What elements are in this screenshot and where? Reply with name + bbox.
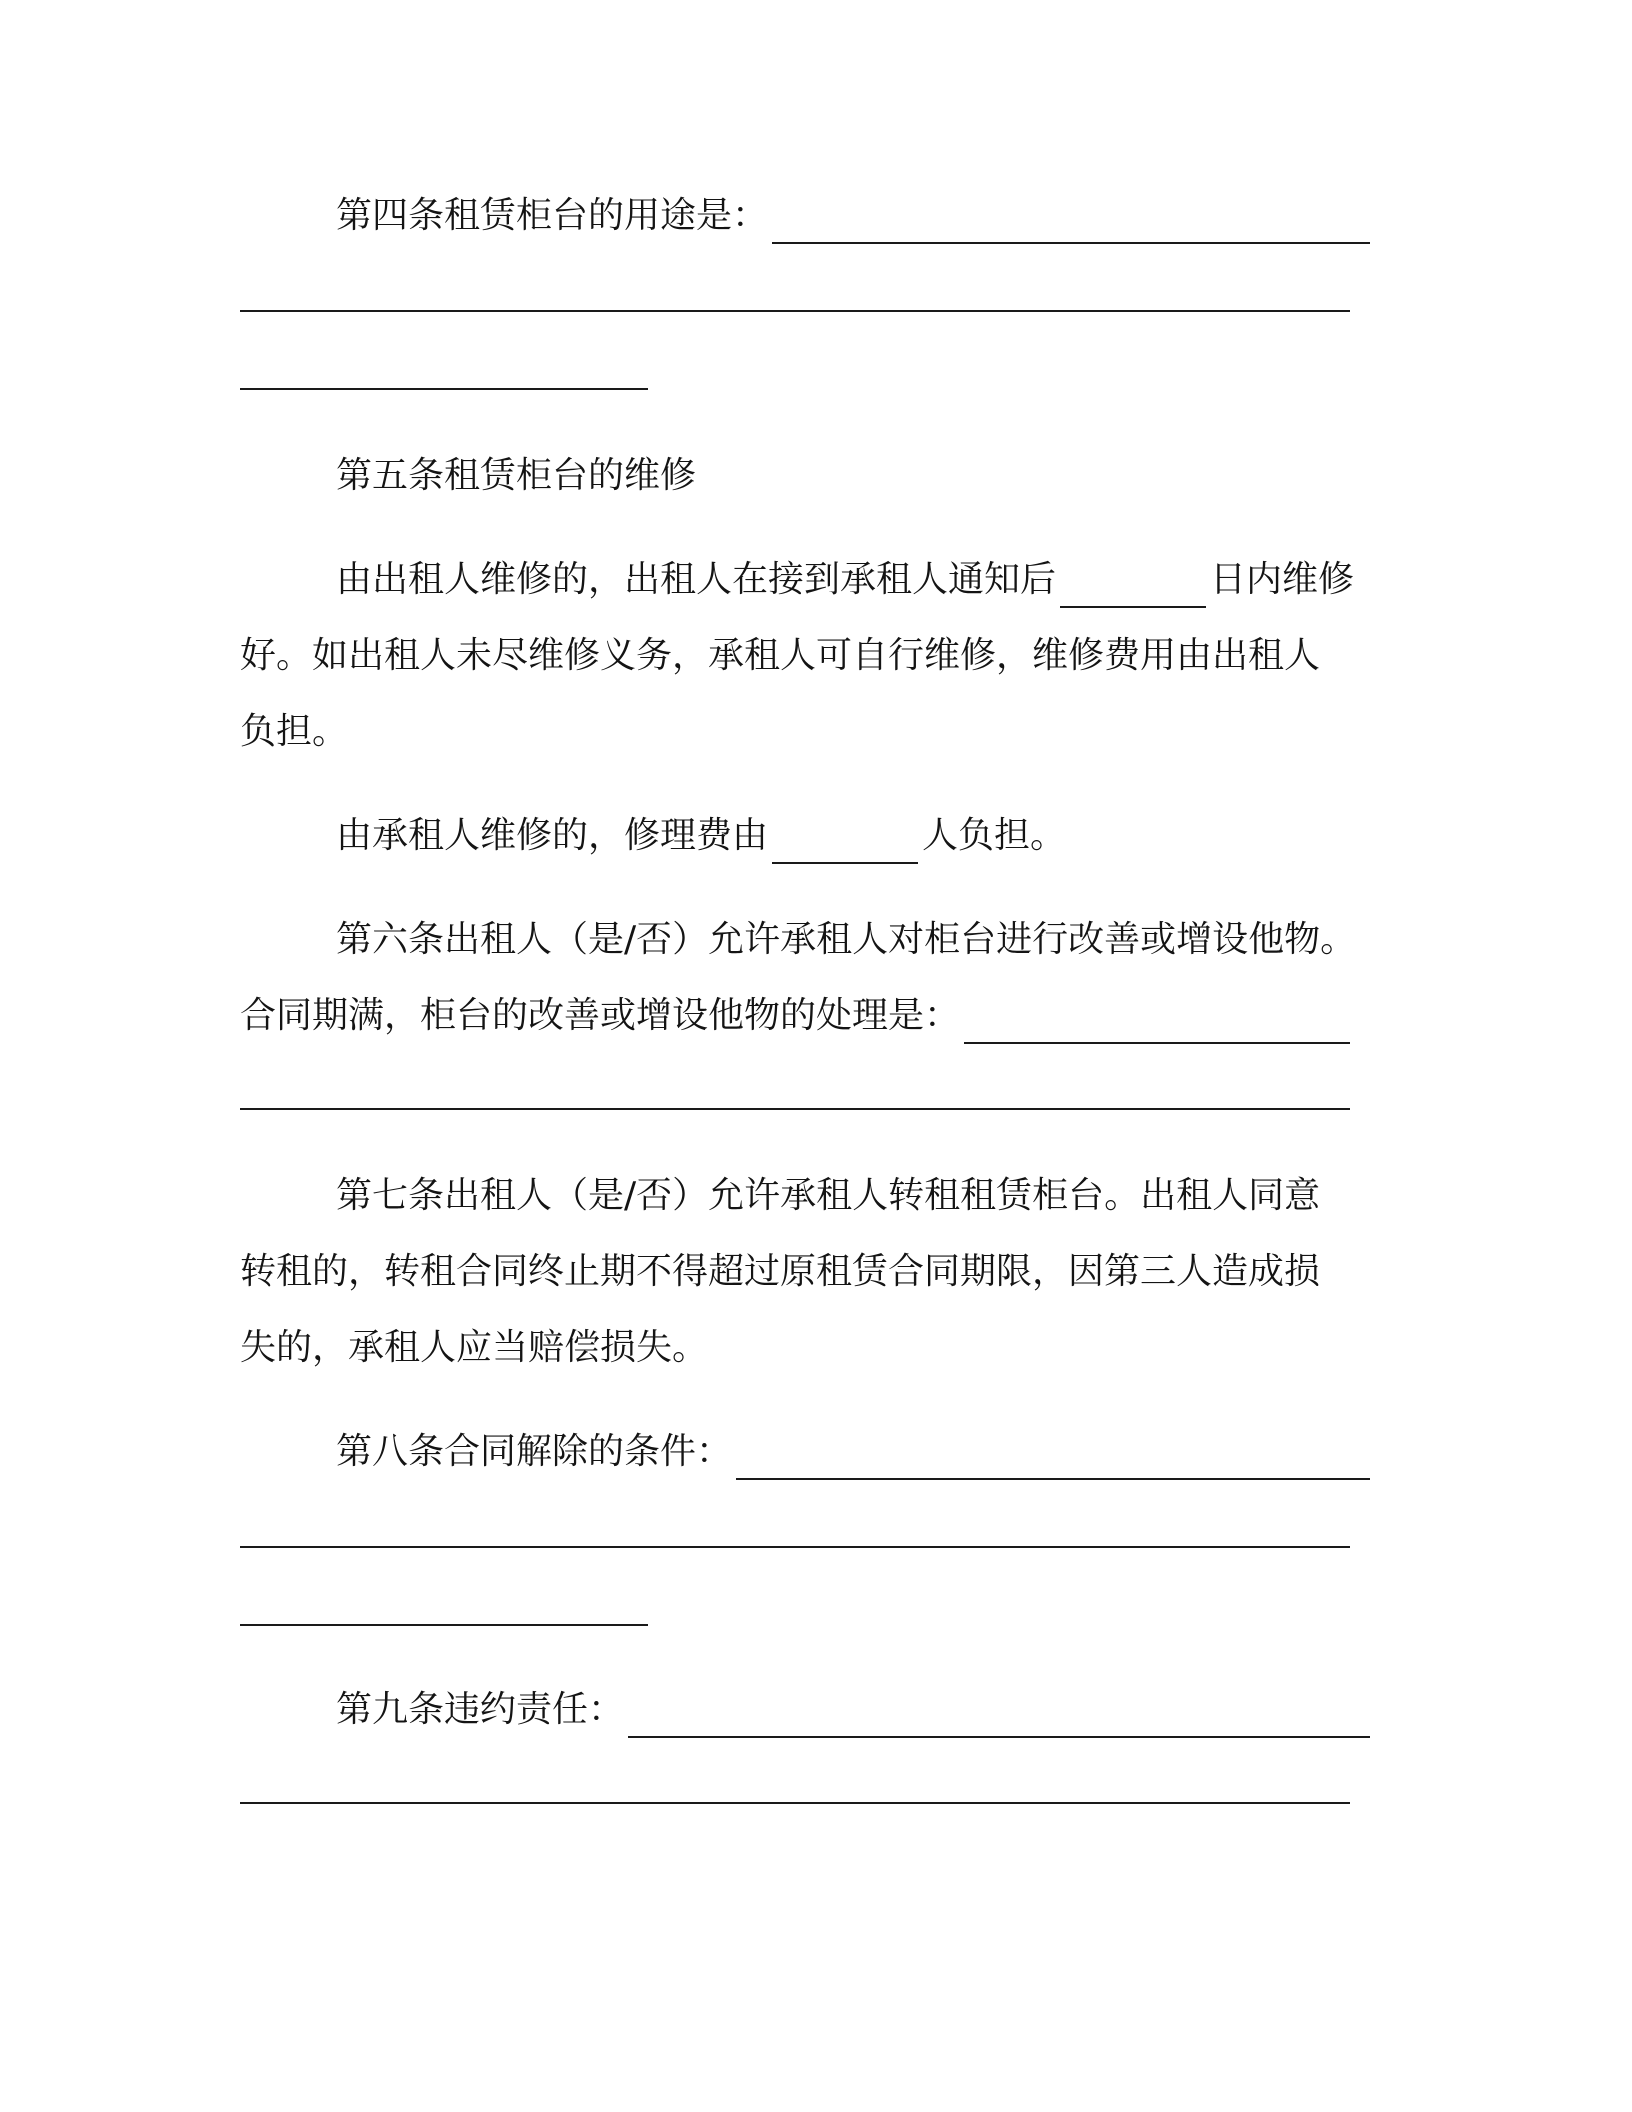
clause-5-p1-line2-text: 好。如出租人未尽维修义务，承租人可自行维修，维修费用由出租人 bbox=[240, 635, 1321, 676]
clause-6-line1-text: 第六条出租人（是/否）允许承租人对柜台进行改善或增设他物。 bbox=[336, 919, 1357, 960]
clause-5-p1-text-end: 日内维修 bbox=[1210, 559, 1355, 600]
clause-6-line2-text: 合同期满，柜台的改善或增设他物的处理是： bbox=[240, 995, 961, 1036]
clause-6-blank-line-2[interactable] bbox=[240, 1108, 1350, 1110]
clause-7-line3-text: 失的，承租人应当赔偿损失。 bbox=[240, 1327, 709, 1368]
clause-9-blank[interactable] bbox=[628, 1692, 1370, 1738]
clause-8-title: 第八条合同解除的条件： bbox=[336, 1431, 733, 1472]
clause-5-p1-line2 bbox=[240, 628, 1370, 684]
clause-5-p1-line3-text: 负担。 bbox=[240, 711, 349, 752]
clause-7-line3 bbox=[240, 1320, 1370, 1376]
clause-5-title-line bbox=[240, 448, 1370, 504]
clause-6-blank[interactable] bbox=[964, 998, 1350, 1044]
clause-7-line2 bbox=[240, 1244, 1370, 1300]
clause-4-title: 第四条租赁柜台的用途是： bbox=[336, 195, 769, 236]
clause-8-blank[interactable] bbox=[736, 1434, 1370, 1480]
clause-5-p2-text-end: 人负担。 bbox=[922, 815, 1067, 856]
clause-8-blank-line-2[interactable] bbox=[240, 1546, 1350, 1548]
clause-9-title-line bbox=[240, 1682, 1370, 1738]
clause-8-title-line bbox=[240, 1424, 1370, 1480]
clause-7-line1 bbox=[240, 1168, 1370, 1224]
clause-4-blank[interactable] bbox=[772, 198, 1370, 244]
clause-9-title: 第九条违约责任： bbox=[336, 1689, 625, 1730]
repair-days-blank[interactable] bbox=[1060, 562, 1206, 608]
clause-4-blank-line-2[interactable] bbox=[240, 310, 1350, 312]
clause-5-p1-line3 bbox=[240, 704, 1370, 760]
clause-6-line1 bbox=[240, 912, 1370, 968]
clause-9-blank-line-2[interactable] bbox=[240, 1802, 1350, 1804]
clause-7-line2-text: 转租的，转租合同终止期不得超过原租赁合同期限，因第三人造成损 bbox=[240, 1251, 1321, 1292]
clause-6-line2 bbox=[240, 988, 1350, 1044]
clause-4-title-line bbox=[240, 188, 1370, 244]
clause-5-title: 第五条租赁柜台的维修 bbox=[336, 455, 697, 496]
clause-8-blank-line-3[interactable] bbox=[240, 1624, 648, 1626]
clause-5-p1-text: 由出租人维修的，出租人在接到承租人通知后 bbox=[336, 559, 1057, 600]
clause-5-p2-text: 由承租人维修的，修理费由 bbox=[336, 815, 769, 856]
clause-4-blank-line-3[interactable] bbox=[240, 388, 648, 390]
clause-7-line1-text: 第七条出租人（是/否）允许承租人转租租赁柜台。出租人同意 bbox=[336, 1175, 1321, 1216]
clause-5-p1-line1 bbox=[240, 552, 1370, 608]
repair-cost-party-blank[interactable] bbox=[772, 818, 918, 864]
clause-5-p2-line bbox=[240, 808, 1370, 864]
